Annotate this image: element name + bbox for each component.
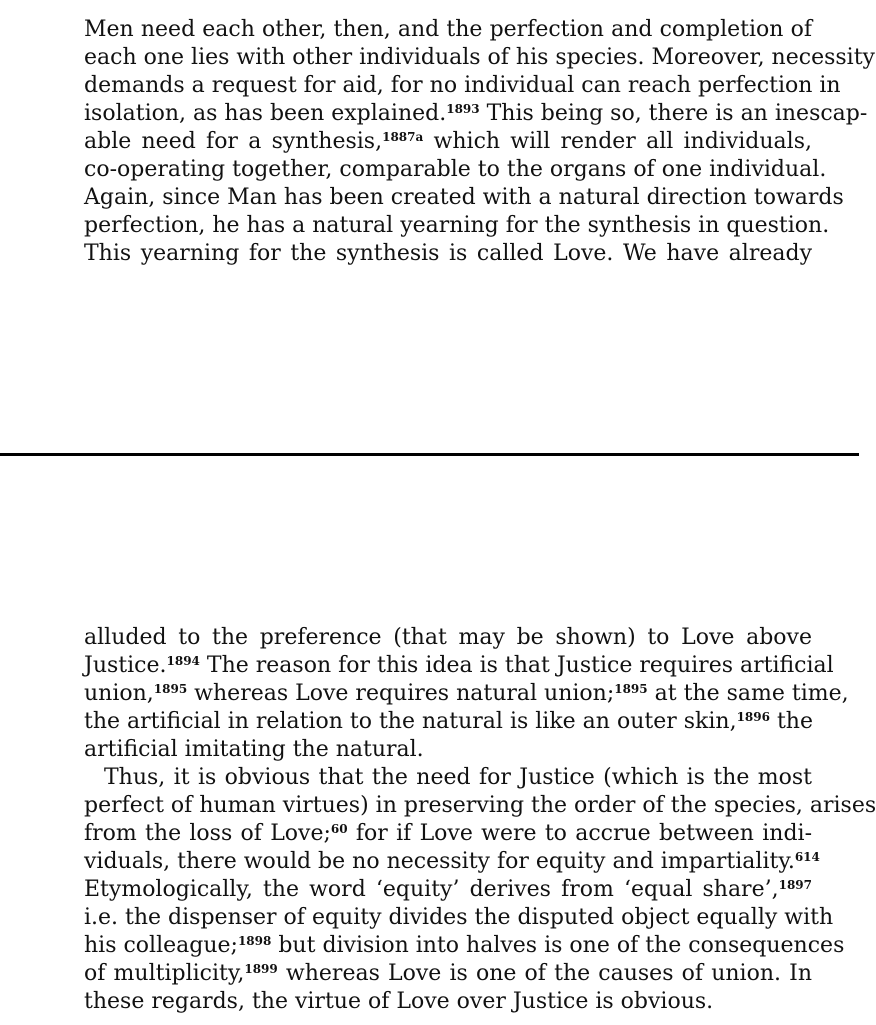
text-line: Men need each other, then, and the perfection and completion of (84, 17, 812, 42)
footnote-ref: 60 (330, 822, 348, 836)
footnote-ref: 1899 (244, 962, 278, 976)
footnote-ref: 614 (794, 850, 820, 864)
footnote-ref: 1887a (382, 130, 424, 144)
footnote-ref: 1898 (237, 934, 272, 948)
text-line: Etymologically, the word ‘equity’ derives from ‘equal share’,$^{1897}$ (84, 877, 812, 902)
text-line: artificial imitating the natural. (84, 737, 424, 762)
text-line: each one lies with other individuals of his species. Moreover, necessity (84, 45, 875, 70)
footnote-ref: 1896 (736, 710, 770, 724)
top-text-block (84, 16, 875, 268)
text-line: these regards, the virtue of Love over Justice is obvious. (84, 989, 714, 1014)
footnote-ref: 1895 (153, 682, 188, 696)
footnote-ref: 1893 (446, 102, 480, 116)
text-line: the artificial in relation to the natural is like an outer skin,$^{1896}$ the (84, 709, 813, 734)
text-line: Again, since Man has been created with a natural direction towards (84, 185, 844, 210)
text-line: viduals, there would be no necessity for equity and impartiality.$^{614}$ (84, 849, 820, 874)
paragraph-start-line: Thus, it is obvious that the need for Justice (which is the most (104, 765, 812, 790)
footnote-ref: 1895 (614, 682, 648, 696)
text-line: perfection, he has a natural yearning for the synthesis in question. (84, 213, 830, 238)
text-line: Justice.$^{1894}$ The reason for this idea is that Justice requires artificial (84, 653, 834, 678)
bottom-text-block (84, 624, 876, 1016)
text-line: perfect of human virtues) in preserving the order of the species, arises (84, 793, 876, 818)
text-line: This yearning for the synthesis is called Love. We have already (84, 241, 812, 266)
page-divider (0, 453, 859, 456)
text-line: demands a request for aid, for no individual can reach perfection in (84, 73, 841, 98)
text-line: isolation, as has been explained.$^{1893}$ This being so, there is an inescap- (84, 101, 868, 126)
text-line: alluded to the preference (that may be shown) to Love above (84, 625, 812, 650)
text-line: able need for a synthesis,$^{1887a}$ which will render all individuals, (84, 129, 812, 154)
text-line: co-operating together, comparable to the organs of one individual. (84, 157, 827, 182)
text-line: union,$^{1895}$ whereas Love requires natural union;$^{1895}$ at the same time, (84, 681, 849, 706)
text-line: his colleague;$^{1898}$ but division into halves is one of the consequences (84, 933, 845, 958)
text-line: of multiplicity,$^{1899}$ whereas Love is one of the causes of union. In (84, 961, 812, 986)
footnote-ref: 1894 (166, 654, 200, 668)
text-line: from the loss of Love;$^{60}$ for if Love were to accrue between indi- (84, 821, 812, 846)
footnote-ref: 1897 (778, 878, 812, 892)
text-line: i.e. the dispenser of equity divides the disputed object equally with (84, 905, 834, 930)
